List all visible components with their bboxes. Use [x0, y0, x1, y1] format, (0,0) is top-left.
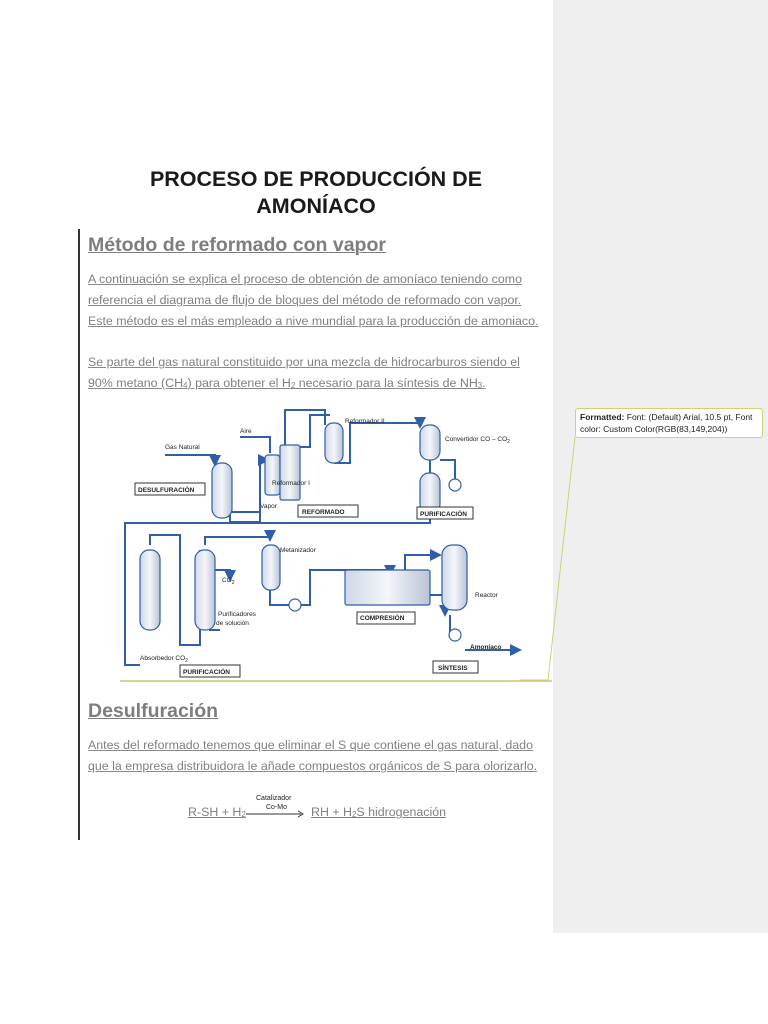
label-compresion: COMPRESIÓN: [360, 615, 405, 622]
label-de-solucion: de solución: [216, 620, 249, 627]
paragraph-intro-line-1: A continuación se explica el proceso de obtención de amoníaco teniendo como: [88, 272, 522, 286]
process-flow-diagram: [120, 405, 552, 683]
heading-desulfuracion: Desulfuración: [88, 700, 219, 722]
label-reformador-ii: Reformador II: [345, 418, 385, 425]
label-desulfuracion: DESULFURACIÓN: [138, 487, 195, 494]
label-reformador-i: Reformador I: [272, 480, 310, 487]
label-sintesis: SÍNTESIS: [438, 665, 468, 672]
title-line-2: AMONÍACO: [256, 194, 376, 218]
label-amoniaco: Amoniaco: [470, 644, 502, 651]
change-bar: [78, 229, 80, 840]
paragraph-desulfuracion-line-1: Antes del reformado tenemos que eliminar el S que contiene el gas natural, dado: [88, 738, 533, 752]
equation-catalyst: Catalizador: [256, 795, 292, 802]
paragraph-intro-line-3: Este método es el más empleado a nive mundial para la producción de amoniaco.: [88, 314, 539, 328]
paragraph-natural-gas: [88, 352, 544, 394]
comment-margin-pane: [553, 0, 768, 933]
reaction-arrow-icon: [246, 810, 304, 818]
subscript: 3: [477, 381, 483, 390]
comment-text: Font: (Default) Arial, 10.5 pt, Font color: Custom Color(RGB(83,149,204)): [580, 412, 753, 434]
label-vapor: Vapor: [260, 503, 277, 510]
label-purificadores: Purificadores: [218, 611, 256, 618]
subscript: 4: [183, 381, 188, 390]
paragraph-intro-line-2: referencia el diagrama de flujo de bloques del método de reformado con vapor.: [88, 293, 522, 307]
label-purificacion-bottom: PURIFICACIÓN: [183, 669, 230, 676]
paragraph-desulfuracion-line-2: que la empresa distribuidora le añade compuestos orgánicos de S para olorizarlo.: [88, 759, 538, 773]
title-line-1: PROCESO DE PRODUCCIÓN DE: [149, 167, 483, 191]
label-purificacion-top: PURIFICACIÓN: [420, 511, 467, 518]
text-part: 90% metano (CH: [88, 376, 184, 390]
document-title: [88, 166, 544, 220]
paragraph-desulfuracion: [88, 735, 544, 777]
text-part: .: [482, 376, 486, 390]
paragraph-natural-gas-line-2: [88, 373, 544, 394]
label-convertidor: Convertidor CO – $CO_2$: [445, 436, 510, 445]
label-absorbedor: Absorbedor $CO_2$: [140, 655, 188, 664]
label-reactor: Reactor: [475, 592, 498, 599]
label-aire: Aire: [240, 428, 252, 435]
chemical-equation: [0, 795, 553, 825]
comment-label: Formatted:: [580, 412, 625, 422]
text-part: ) para obtener el H: [187, 376, 291, 390]
formatting-comment-balloon[interactable]: [575, 408, 763, 438]
text-part: necesario para la síntesis de NH: [295, 376, 478, 390]
equation-products: RH + $H_2S$ hidrogenación: [311, 805, 446, 819]
paragraph-intro: [88, 269, 544, 332]
label-co2: $CO_2$: [222, 577, 235, 586]
paragraph-natural-gas-line-1: Se parte del gas natural constituido por una mezcla de hidrocarburos siendo el: [88, 355, 520, 369]
equation-catalyst-type: Co-Mo: [266, 804, 288, 811]
label-metanizador: Metanizador: [280, 547, 316, 554]
label-reformado: REFORMADO: [302, 509, 345, 516]
equation-reactants: $R-SH + H_2$: [188, 805, 246, 819]
subscript: 2: [290, 381, 296, 390]
heading-steam-reforming: Método de reformado con vapor: [88, 234, 386, 256]
label-gas-natural: Gas Natural: [165, 444, 200, 451]
